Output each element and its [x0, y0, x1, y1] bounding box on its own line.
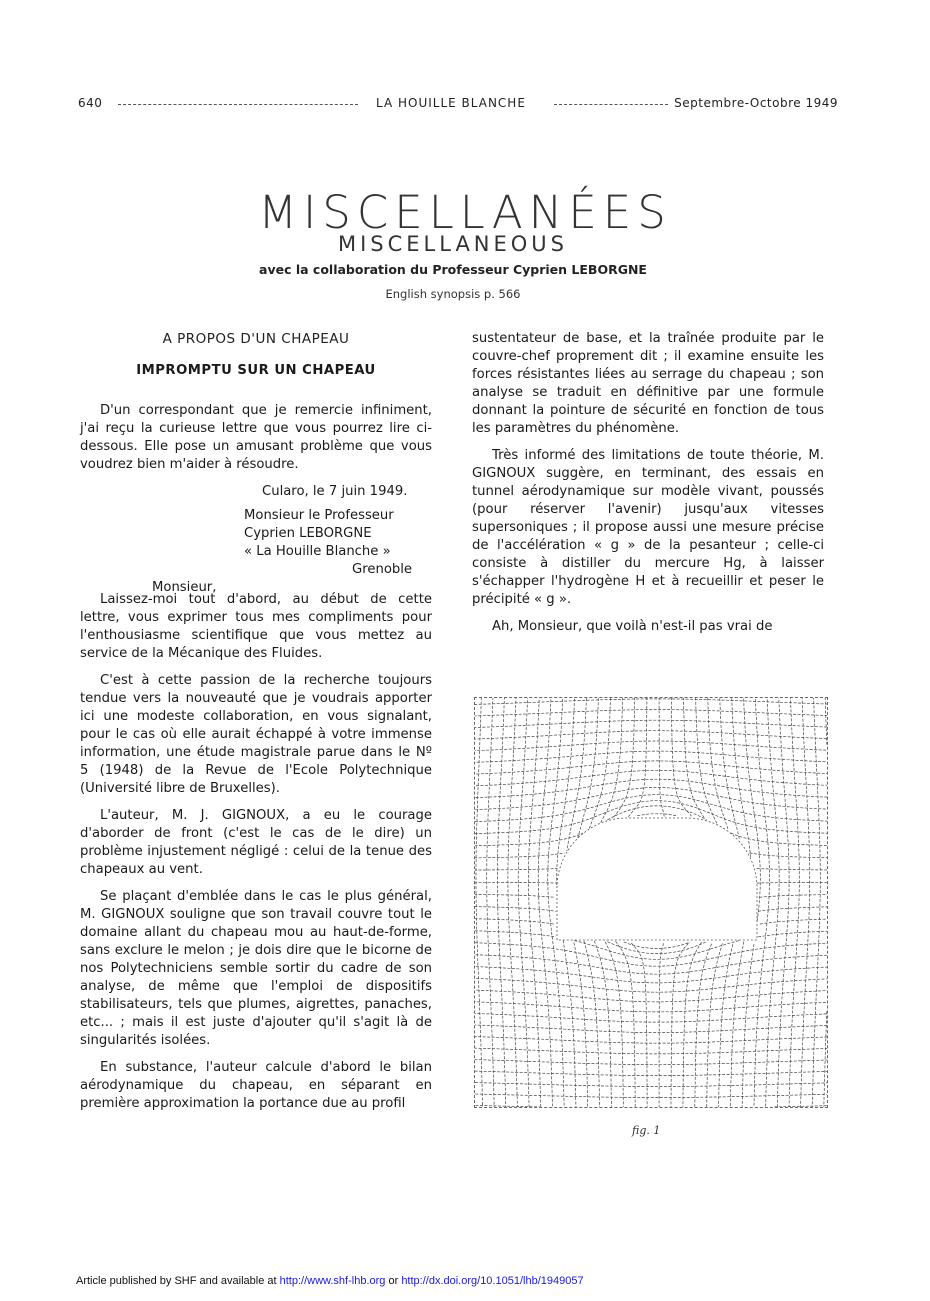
title-english: MISCELLANEOUS [337, 232, 569, 256]
flow-line [475, 761, 827, 774]
header-rule-left [118, 104, 358, 105]
flow-line [475, 1036, 827, 1043]
english-synopsis-ref: English synopsis p. 566 [385, 287, 521, 301]
flow-line [538, 698, 552, 1107]
flow-line [475, 731, 827, 740]
flow-line [475, 720, 827, 728]
header-rule-right [554, 104, 668, 105]
footer-middle: or [385, 1275, 402, 1287]
body-paragraph: Ah, Monsieur, que voilà n'est-il pas vrai de [492, 619, 773, 634]
flow-line [475, 699, 827, 705]
flow-line [475, 1013, 827, 1022]
journal-name: LA HOUILLE BLANCHE [376, 96, 526, 110]
body-paragraph: Très informé des limitations de toute théorie, M. GIGNOUX suggère, en terminant, des essais en tunnel aérodynamique sur modèle vivant, poussés (pour réserver l'avenir) jusqu'aux vitesses supersoniques ; il propose aussi une mesure précise de l'accélération « g » de la pesanteur ; celle-ci consiste à distiller du mercure Hg, à laisser s'échapper l'hydrogène H et à recueillir et peser le précipité « g ». [472, 448, 824, 607]
flow-line [508, 698, 518, 1107]
address-line: Cyprien LEBORGNE [244, 526, 372, 541]
flow-line [497, 698, 506, 1107]
flow-line [475, 943, 827, 967]
flow-line [824, 698, 827, 1107]
section-subtitle: IMPROMPTU SUR UN CHAPEAU [136, 363, 376, 378]
salutation: Monsieur, [152, 580, 217, 595]
intro-paragraph: D'un correspondant que je remercie infiniment, j'ai reçu la curieuse lettre que vous pourrez lire ci-dessous. Elle pose un amusant problème que vous voudrez bien m'aider à résoudre. [80, 403, 432, 472]
right-column [472, 330, 824, 645]
flow-line [475, 1105, 827, 1107]
flow-line [475, 1048, 827, 1054]
body-paragraph: En substance, l'auteur calcule d'abord le bilan aérodynamique du chapeau, en séparant en première approximation la portance due au profil [80, 1060, 432, 1111]
page-number: 640 [78, 96, 103, 110]
flow-line [475, 741, 827, 751]
section-title: A PROPOS D'UN CHAPEAU [162, 331, 350, 347]
flow-net-figure [474, 697, 828, 1108]
flow-line [475, 990, 827, 1002]
flow-line [475, 966, 827, 983]
footer-prefix: Article published by SHF and available at [76, 1275, 280, 1287]
flow-line [476, 698, 483, 1107]
address-line: Grenoble [352, 562, 413, 577]
issue-date: Septembre-Octobre 1949 [674, 96, 838, 110]
flow-line [475, 1025, 827, 1033]
flow-line [475, 1094, 827, 1098]
left-column [80, 330, 432, 1122]
flow-line [475, 1083, 827, 1087]
footer-availability [76, 1275, 584, 1287]
flow-line [475, 751, 827, 763]
running-header [78, 96, 838, 112]
flow-line [789, 698, 799, 1107]
hat-obstacle-outline [557, 818, 757, 940]
figure-caption: fig. 1 [632, 1124, 661, 1137]
body-paragraph: L'auteur, M. J. GIGNOUX, a eu le courage d'aborder de front (c'est le cas de le dire) un problème injustement négligé : celui de la tenue des chapeaux au vent. [80, 808, 432, 877]
address-line: « La Houille Blanche » [244, 544, 391, 559]
flow-line [812, 698, 820, 1107]
address-line: Monsieur le Professeur [244, 508, 394, 523]
collaboration-line: avec la collaboration du Professeur Cyprien LEBORGNE [259, 262, 647, 277]
title-french: MISCELLANÉES [258, 186, 672, 239]
flow-line [475, 710, 827, 717]
body-paragraph: C'est à cette passion de la recherche toujours tendue vers la nouveauté que je voudrais apporter ici une modeste collaboration, en vous signalant, pour le cas où elle aurait échappé à votre immense information, une étude magistrale parue dans le Nº 5 (1948) de la Revue de l'Ecole Polytechnique (Université libre de Bruxelles). [80, 673, 432, 796]
flow-line [475, 978, 827, 992]
letter-date: Cularo, le 7 juin 1949. [262, 484, 408, 499]
flow-line [801, 698, 810, 1107]
flow-net-diagram [475, 698, 827, 1107]
letter-heading [80, 483, 432, 595]
doi-link[interactable]: http://dx.doi.org/10.1051/lhb/1949057 [401, 1275, 584, 1287]
body-paragraph: sustentateur de base, et la traînée produite par le couvre-chef proprement dit ; il examine ensuite les forces résistantes liées au serrage du chapeau ; son analyse se traduit en définitive par une formule donnant la pointure de sécurité en fonction de tous les paramètres du phénomène. [472, 331, 824, 436]
body-paragraph: Laissez-moi tout d'abord, au début de cette lettre, vous exprimer tous mes compliments pour l'enthousiasme scientifique que vous mettez au service de la Mécanique des Fluides. [80, 592, 432, 661]
flow-line [475, 770, 827, 786]
flow-line [475, 1002, 827, 1012]
flow-line [766, 698, 780, 1107]
flow-line [487, 698, 495, 1107]
body-paragraph: Se plaçant d'emblée dans le cas le plus général, M. GIGNOUX souligne que son travail couvre tout le domaine allant du chapeau mou au haut-de-forme, sans exclure le melon ; je dois dire que le bicorne de nos Polytechniciens semble sortir du cadre de son analyse, de même que l'emploi de dispositifs stabilisateurs, tels que plumes, aigrettes, panaches, etc... ; mais il est juste d'ajouter qu'il s'agit là de singularités isolées. [80, 889, 432, 1048]
shf-link[interactable]: http://www.shf-lhb.org [279, 1275, 386, 1287]
